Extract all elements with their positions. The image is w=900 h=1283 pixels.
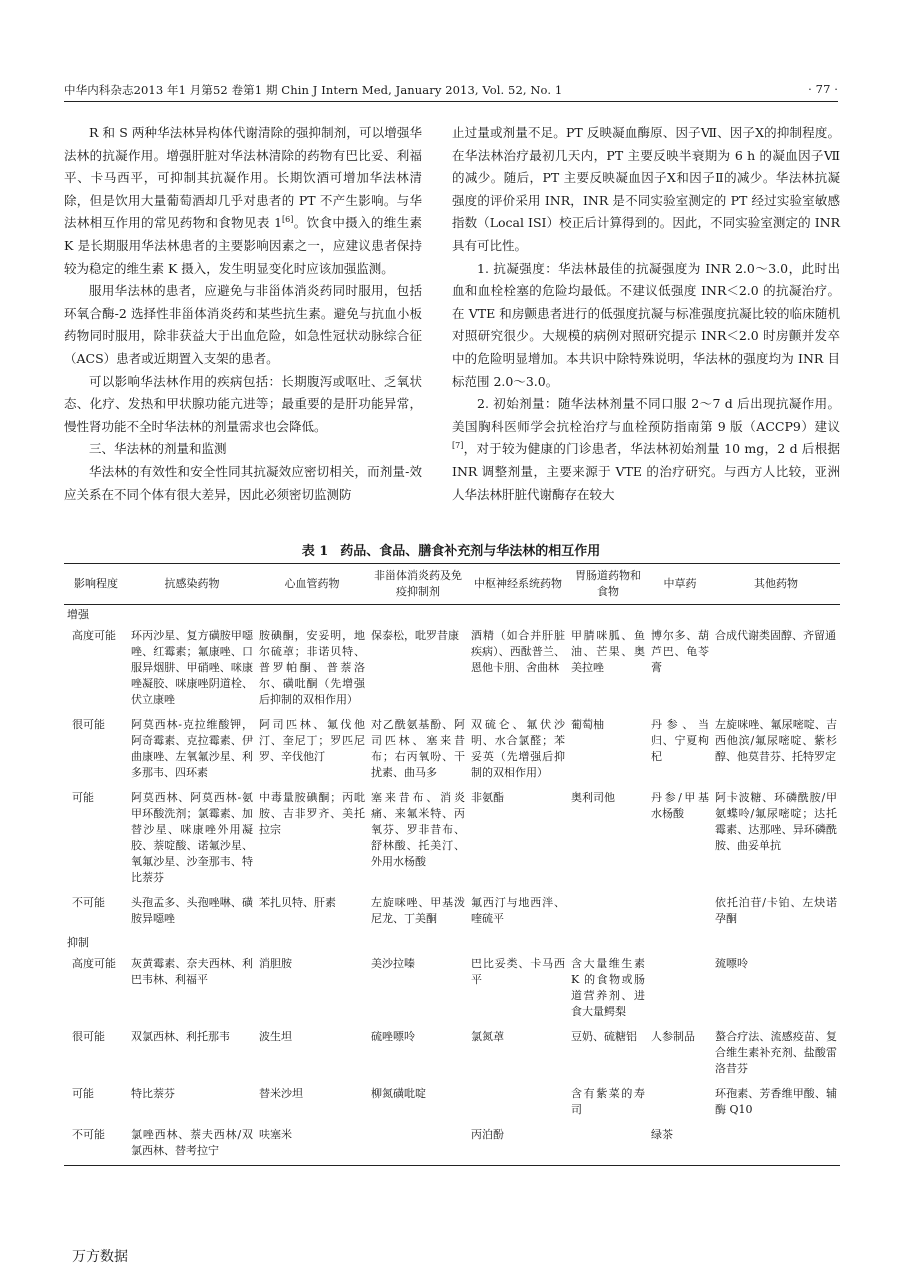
column-header: 抗感染药物 <box>128 564 256 605</box>
table-cell: 甲腈咪胍、鱼油、芒果、奥美拉唑 <box>571 629 645 674</box>
paragraph: 服用华法林的患者，应避免与非甾体消炎药同时服用，包括环氧合酶-2 选择性非甾体消炎药和某些抗生素。避免与抗血小板药物同时服用，除非获益大于出血危险，如急性冠状动脉综合征（ACS）患者或近期置入支架的患者。 <box>64 283 422 366</box>
table-cell: 对乙酰氨基酚、阿司匹林、塞来昔布；右丙氧吩、干扰素、曲马多 <box>371 718 465 779</box>
interaction-table <box>64 563 840 1166</box>
paragraph: R 和 S 两种华法林异构体代谢清除的强抑制剂，可以增强华法林的抗凝作用。增强肝脏对华法林清除的药物有巴比妥、利福平、卡马西平，可抑制其抗凝作用。长期饮酒可增加华法林清除，但是饮用大量葡萄酒却几乎对患者的 PT 不产生影响。与华法林相互作用的常见药物和食物见表 1[6]。饮食中摄入的维生素 K 是长期服用华法林患者的主要影响因素之一，应建议患者保持较为稳定的维生素 K 摄入，发生明显变化时应该加强监测。 <box>64 125 422 276</box>
table-cell: 含大量维生素 K 的食物或肠道营养剂、进食大量鳄梨 <box>571 957 645 1018</box>
section-heading: 三、华法林的剂量和监测 <box>89 441 227 457</box>
journal-citation: 中华内科杂志2013 年1 月第52 卷第1 期 Chin J Intern Med, January 2013, Vol. 52, No. 1 <box>64 83 563 97</box>
table-row <box>64 714 840 787</box>
table-cell <box>568 1124 648 1166</box>
table-cell: 环丙沙星、复方磺胺甲噁唑、红霉素；氟康唑、口服异烟肼、甲硝唑、咪康唑凝胶、咪康唑阴道栓、伏立康唑 <box>131 629 253 706</box>
right-column <box>452 122 840 506</box>
table-cell: 阿司匹林、氟伐他汀、奎尼丁；罗匹尼罗、辛伐他汀 <box>259 718 365 763</box>
table-cell: 美沙拉嗪 <box>371 957 415 970</box>
table-cell: 保泰松，吡罗昔康 <box>371 629 459 642</box>
table-cell: 氯唑西林、萘夫西林/双氯西林、替考拉宁 <box>128 1124 256 1166</box>
column-header: 中草药 <box>648 564 712 605</box>
table-cell: 头孢孟多、头孢唑啉、磺胺异噁唑 <box>131 896 253 925</box>
table-cell: 消胆胺 <box>259 957 292 970</box>
paragraph: 2. 初始剂量：随华法林剂量不同口服 2～7 d 后出现抗凝作用。美国胸科医师学会抗栓治疗与血栓预防指南第 9 版（ACCP9）建议[7]，对于较为健康的门诊患者，华法林初始剂量 10 mg，2 d 后根据 INR 调整剂量，主要来源于 VTE 的治疗研究。与西方人比较，亚洲人华法林肝脏代谢酶存在较大 <box>452 396 840 502</box>
table-row <box>64 1083 840 1124</box>
likelihood-cell: 高度可能 <box>72 957 116 970</box>
table-cell: 呋塞米 <box>256 1124 368 1166</box>
table-caption <box>64 540 838 559</box>
section-row <box>64 933 840 953</box>
column-header: 其他药物 <box>712 564 840 605</box>
table-cell: 阿卡波糖、环磷酰胺/甲氨蝶呤/氟尿嘧啶；达托霉素、达那唑、异环磷酰胺、曲妥单抗 <box>715 791 837 852</box>
header-rule <box>64 101 838 102</box>
table-cell: 人参制品 <box>651 1030 695 1043</box>
citation-ref[interactable]: [7] <box>452 441 464 451</box>
table-cell: 双硫仑、氟伏沙明、水合氯醛；苯妥英（先增强后抑制的双相作用） <box>471 718 565 779</box>
table-number: 表 1 <box>301 544 329 559</box>
likelihood-cell: 不可能 <box>72 896 105 909</box>
likelihood-cell: 不可能 <box>64 1124 128 1166</box>
table-cell: 酒精（如合并肝脏疾病）、西酞普兰、恩他卡朋、舍曲林 <box>471 629 565 674</box>
column-header: 影响程度 <box>64 564 128 605</box>
table-cell: 丹参、当归、宁夏枸杞 <box>651 718 709 763</box>
likelihood-cell: 很可能 <box>72 1030 105 1043</box>
table-cell: 环孢素、芳香维甲酸、辅酶 Q10 <box>715 1087 837 1116</box>
table-cell: 特比萘芬 <box>131 1087 175 1100</box>
table-cell: 灰黄霉素、奈夫西林、利巴韦林、利福平 <box>131 957 253 986</box>
section-label: 抑制 <box>67 936 89 949</box>
paragraph: 止过量或剂量不足。PT 反映凝血酶原、因子Ⅶ、因子Ⅹ的抑制程度。在华法林治疗最初几天内，PT 主要反映半衰期为 6 h 的凝血因子Ⅶ的减少。随后，PT 主要反映凝血因子Ⅹ和因子Ⅱ的减少。华法林抗凝强度的评价采用 INR，INR 是不同实验室测定的 PT 经过实验室敏感指数（Local ISI）校正后计算得到的。因此，不同实验室测定的 INR 具有可比性。 <box>452 125 840 253</box>
table-cell: 博尔多、葫芦巴、龟苓膏 <box>651 629 709 674</box>
table-cell: 塞来昔布、消炎痛、来氟米特、丙氧芬、罗非昔布、舒林酸、托美汀、外用水杨酸 <box>371 791 465 868</box>
table-cell: 左旋咪唑、氟尿嘧啶、吉西他滨/氟尿嘧啶、紫杉醇、他莫昔芬、托特罗定 <box>715 718 837 763</box>
table-cell: 中毒量胺碘酮；丙吡胺、吉非罗齐、美托拉宗 <box>259 791 365 836</box>
column-header: 中枢神经系统药物 <box>468 564 568 605</box>
table-cell: 波生坦 <box>259 1030 292 1043</box>
table-cell <box>648 953 712 1026</box>
table-row <box>64 787 840 892</box>
table-header-row <box>64 564 840 605</box>
table-cell: 氟西汀与地西泮、喹硫平 <box>471 896 565 925</box>
table-row <box>64 625 840 714</box>
table-cell: 含有紫菜的寿司 <box>571 1087 645 1116</box>
paragraph: 1. 抗凝强度：华法林最佳的抗凝强度为 INR 2.0～3.0，此时出血和血栓栓塞的危险均最低。不建议低强度 INR＜2.0 的抗凝治疗。在 VTE 和房颤患者进行的低强度抗凝与标准强度抗凝比较的临床随机对照研究很少。大规模的病例对照研究提示 INR＜2.0 时房颤并发卒中的危险明显增加。本共识中除特殊说明，华法林的强度均为 INR 目标范围 2.0～3.0。 <box>452 260 840 389</box>
table-cell: 双氯西林、利托那韦 <box>131 1030 230 1043</box>
table-cell: 依托泊苷/卡铂、左炔诺孕酮 <box>715 896 837 925</box>
paragraph: 华法林的有效性和安全性同其抗凝效应密切相关，而剂量-效应关系在不同个体有很大差异，因此必须密切监测防 <box>64 463 422 502</box>
watermark: 万方数据 <box>72 1249 128 1265</box>
table-cell: 左旋咪唑、甲基泼尼龙、丁美酮 <box>371 896 465 925</box>
table-cell: 硫唑嘌呤 <box>371 1030 415 1043</box>
table-cell <box>468 1083 568 1124</box>
table-cell: 巴比妥类、卡马西平 <box>471 957 565 986</box>
table-cell: 螯合疗法、流感疫苗、复合维生素补充剂、盐酸雷洛昔芬 <box>715 1030 837 1075</box>
table-row <box>64 892 840 933</box>
table-cell: 绿茶 <box>648 1124 712 1166</box>
section-label: 增强 <box>67 608 89 621</box>
column-header: 心血管药物 <box>256 564 368 605</box>
citation-ref[interactable]: [6] <box>282 215 294 225</box>
table-cell: 丹参/甲基水杨酸 <box>651 791 709 820</box>
running-header <box>64 80 838 100</box>
table-row <box>64 1026 840 1083</box>
likelihood-cell: 高度可能 <box>72 629 116 642</box>
table-cell: 苯扎贝特、肝素 <box>259 896 336 909</box>
table-cell: 葡萄柚 <box>571 718 604 731</box>
table-cell: 丙泊酚 <box>468 1124 568 1166</box>
table-cell: 非氨酯 <box>471 791 504 804</box>
table-cell: 阿莫西林、阿莫西林-氨甲环酸洗剂；氯霉素、加替沙星、咪康唑外用凝胶、萘啶酸、诺氟沙星、氧氟沙星、沙奎那韦、特比萘芬 <box>131 791 253 884</box>
table-cell: 氯氮䓬 <box>471 1030 504 1043</box>
table-cell: 胺碘酮，安妥明，地尔硫䓬；非诺贝特、普罗帕酮、普萘洛尔、磺吡酮（先增强后抑制的双相作用） <box>259 629 365 706</box>
table-cell <box>648 1083 712 1124</box>
section-row <box>64 605 840 626</box>
table-cell: 巯嘌呤 <box>715 957 748 970</box>
likelihood-cell: 可能 <box>72 791 94 804</box>
table-cell <box>712 1124 840 1166</box>
likelihood-cell: 很可能 <box>72 718 105 731</box>
table-cell: 柳氮磺吡啶 <box>371 1087 426 1100</box>
table-cell <box>368 1124 468 1166</box>
table-title: 药品、食品、膳食补充剂与华法林的相互作用 <box>340 544 601 559</box>
table-row <box>64 953 840 1026</box>
page-number: · 77 · <box>808 82 838 96</box>
table-cell: 奥利司他 <box>571 791 615 804</box>
likelihood-cell: 可能 <box>72 1087 94 1100</box>
table-cell: 合成代谢类固醇、齐留通 <box>715 629 836 642</box>
column-header: 胃肠道药物和食物 <box>568 564 648 605</box>
table-row <box>64 1124 840 1166</box>
column-header: 非甾体消炎药及免疫抑制剂 <box>368 564 468 605</box>
left-column <box>64 122 422 506</box>
table-cell <box>648 892 712 933</box>
table-cell: 替米沙坦 <box>259 1087 303 1100</box>
table-cell: 豆奶、硫糖铝 <box>571 1030 637 1043</box>
paragraph: 可以影响华法林作用的疾病包括：长期腹泻或呕吐、乏氧状态、化疗、发热和甲状腺功能亢进等；最重要的是肝功能异常，慢性肾功能不全时华法林的剂量需求也会降低。 <box>64 373 422 434</box>
table-cell: 阿莫西林-克拉维酸钾，阿奇霉素、克拉霉素、伊曲康唑、左氧氟沙星、利多那韦、四环素 <box>131 718 253 779</box>
table-cell <box>568 892 648 933</box>
